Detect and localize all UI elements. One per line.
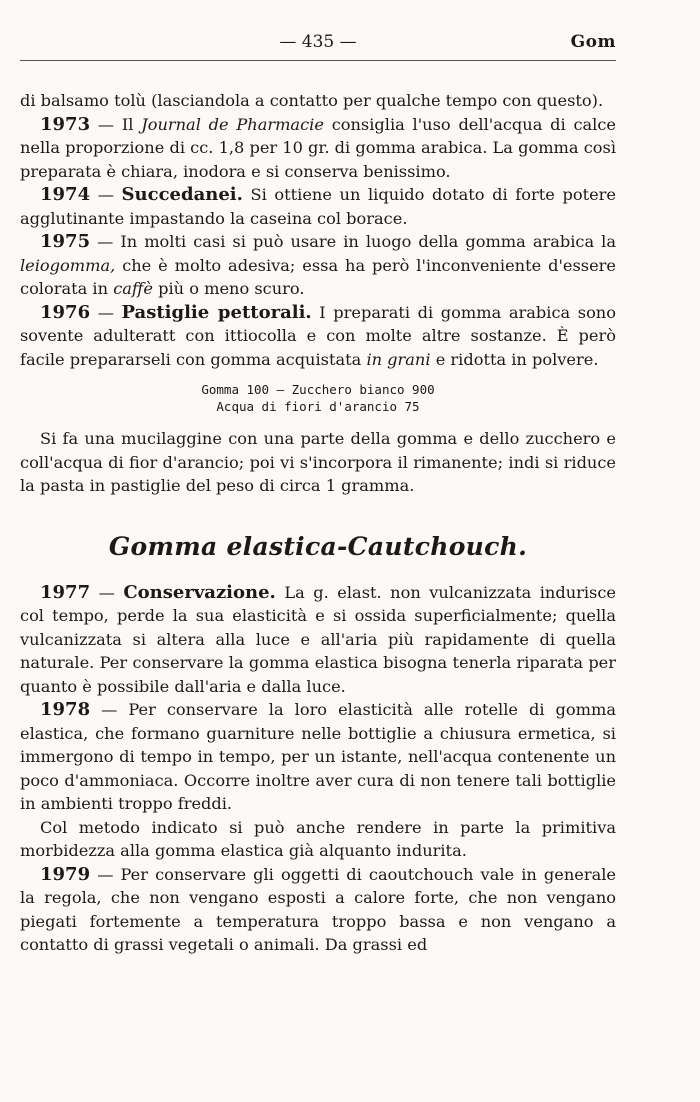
entry-text: consiglia l'uso dell'acqua di calce nella proporzione di cc. 1,8 per 10 gr. di gomma arabica. La gomma così preparata è chiara, inodora e si conserva benissimo.	[20, 114, 616, 181]
header-rule	[20, 60, 616, 61]
entry-number: 1975	[40, 231, 91, 252]
entry-1977	[20, 581, 616, 699]
dash: —	[90, 185, 122, 204]
page-number: — 435 —	[279, 32, 357, 52]
italic-term: leiogomma,	[20, 255, 116, 275]
entry-text: — Il	[90, 114, 142, 134]
intro-paragraph: di balsamo tolù (lasciandola a contatto per qualche tempo con questo).	[20, 91, 604, 110]
entry-1978	[20, 698, 616, 816]
entry-number: 1973	[40, 113, 91, 135]
entry-heading: Pastiglie pettorali.	[121, 301, 312, 323]
entry-number: 1974	[40, 184, 91, 205]
entry-number: 1978	[40, 699, 91, 720]
recipe-line: Gomma 100 — Zucchero bianco 900	[201, 382, 435, 397]
entry-heading: Conservazione.	[123, 581, 276, 603]
entry-heading: Succedanei.	[121, 184, 243, 205]
entry-text: I preparati di gomma arabica sono sovente adulteratt con ittiocolla e con molte altre sostanze. È però facile prepararseli con gomma acquistata	[20, 302, 616, 369]
entry-number: 1977	[40, 581, 91, 603]
section-title: Gomma elastica-Cautchouch.	[108, 531, 528, 561]
entry-text: e ridotta in polvere.	[430, 349, 599, 369]
italic-title: Journal de Pharmacie	[141, 114, 324, 134]
entry-1976	[20, 301, 616, 372]
method-paragraph: Col metodo indicato si può anche rendere in parte la primitiva morbidezza alla gomma elastica già alquanto indurita.	[20, 817, 616, 860]
entry-1979	[20, 863, 616, 957]
dash: —	[90, 302, 122, 322]
italic-term: in grani	[366, 349, 431, 369]
entry-number: 1976	[40, 301, 91, 323]
page-header	[20, 30, 616, 54]
running-head: Gom	[570, 32, 616, 52]
recipe-block	[20, 381, 616, 415]
entry-text: che è molto adesiva; essa ha però l'inconveniente d'essere colorata in	[20, 255, 616, 298]
entry-text: — Per conservare gli oggetti di caoutchouch vale in generale la regola, che non vengano esposti a calore forte, che non vengano piegati fortemente a temperatura troppo bassa e non vengano a contatto di grassi vegetali o animali. Da grassi ed	[20, 864, 616, 954]
dash: —	[90, 582, 124, 602]
entry-1973	[20, 113, 616, 184]
entry-text: La g. elast. non vulcanizzata indurisce col tempo, perde la sua elasticità e si ossida superficialmente; quella vulcanizzata si altera alla luce e all'aria più rapidamente di quella naturale. Per conservare la gomma elastica bisogna tenerla riparata per quanto è possibile dall'aria e dalla luce.	[20, 582, 616, 696]
entry-number: 1979	[40, 863, 91, 885]
entry-1974	[20, 183, 616, 230]
entry-text: Si ottiene un liquido dotato di forte potere agglutinante impastando la caseina col borace.	[20, 185, 616, 228]
entry-1975	[20, 230, 616, 301]
book-page	[20, 30, 616, 957]
entry-text: più o meno scuro.	[152, 279, 305, 298]
mucilage-paragraph: Si fa una mucilaggine con una parte della gomma e dello zucchero e coll'acqua di fior d'arancio; poi vi s'incorpora il rimanente; indi si riduce la pasta in pastiglie del peso di circa 1 gramma.	[20, 429, 616, 495]
italic-term: caffè	[113, 279, 153, 298]
entry-text: — Per conservare la loro elasticità alle rotelle di gomma elastica, che formano guarniture nelle bottiglie a chiusura ermetica, si immergono di tempo in tempo, per un istante, nell'acqua contenente un poco d'ammoniaca. Occorre inoltre aver cura di non tenere tali bottiglie in ambienti troppo freddi.	[20, 700, 616, 813]
recipe-line: Acqua di fiori d'arancio 75	[216, 399, 420, 414]
entry-text: — In molti casi si può usare in luogo della gomma arabica la	[90, 232, 616, 251]
